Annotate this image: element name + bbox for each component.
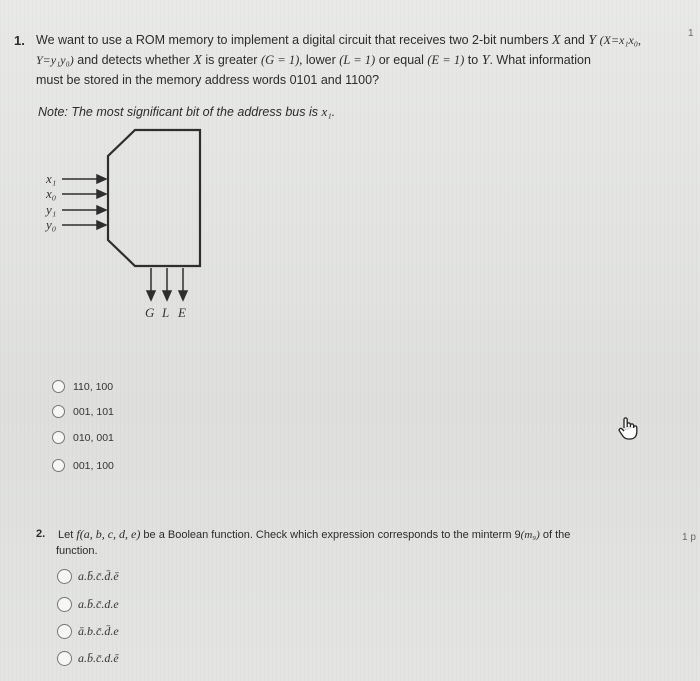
- q2-let-text: Let: [58, 529, 74, 541]
- question-1-line-1-text: We want to use a ROM memory to implement a digital circuit that receives two 2-bit numbers: [36, 33, 549, 47]
- q2-end-text: of the: [542, 529, 571, 541]
- q1-option-1[interactable]: [52, 380, 113, 393]
- question-2-line-2: function.: [56, 545, 98, 557]
- var-y: Y: [588, 33, 597, 48]
- question-1-line-1: [36, 30, 656, 51]
- note-end: .: [331, 105, 336, 119]
- q1-option-3-label: 010, 001: [73, 431, 114, 444]
- var-y-2: Y: [481, 53, 490, 68]
- input-y1-label: y₁: [46, 202, 57, 217]
- greater-text: is greater: [205, 53, 258, 67]
- q2-option-3-label: ā.b.c̄.d̄.e: [78, 624, 119, 638]
- lower-text: lower: [305, 53, 336, 67]
- q2-option-4-label: a.b̄.c̄.d.ē: [78, 651, 119, 665]
- and-text: and: [564, 33, 585, 47]
- e-condition: (E = 1): [427, 53, 465, 67]
- question-1-number: 1.: [14, 33, 25, 48]
- question-1-line-2: [36, 50, 676, 71]
- q1-option-2-radio[interactable]: [52, 405, 65, 418]
- output-g-label: G: [145, 305, 155, 320]
- q1-option-1-label: 110, 100: [73, 380, 114, 393]
- hand-pointer-icon: [616, 416, 640, 442]
- question-2-line-1: [58, 524, 658, 545]
- q2-option-1-label: a.b̄.c̄.d̄.ē: [78, 569, 119, 583]
- q2-option-2-radio[interactable]: [57, 597, 72, 612]
- q2-option-2-label: a.b̄.c̄.d.e: [78, 597, 119, 611]
- or-equal-text: or equal: [378, 53, 424, 67]
- q1-option-3-radio[interactable]: [52, 431, 65, 444]
- input-x1-label: x₁: [46, 171, 57, 186]
- what-information-text: . What information: [489, 53, 591, 67]
- to-text: to: [467, 53, 479, 67]
- rom-block: [108, 130, 200, 266]
- q2-option-1[interactable]: [57, 569, 119, 584]
- var-x-2: X: [193, 53, 202, 68]
- var-x: X: [551, 33, 561, 48]
- input-x0-label: x₀: [46, 186, 57, 201]
- q1-option-4-label: 001, 100: [73, 459, 114, 472]
- question-1-line-3: must be stored in the memory address words 0101 and 1100?: [36, 73, 380, 87]
- q1-option-4[interactable]: [52, 459, 114, 472]
- q2-option-4-radio[interactable]: [57, 651, 72, 666]
- q2-option-4[interactable]: [57, 651, 119, 666]
- x-definition: (X=x₁x₀,: [599, 33, 642, 47]
- q1-option-2-label: 001, 101: [73, 405, 114, 418]
- q2-function: f(a, b, c, d, e): [76, 527, 141, 541]
- question-2-points: 1 p: [682, 532, 696, 543]
- q2-minterm: (m₉): [520, 529, 540, 541]
- q1-option-1-radio[interactable]: [52, 380, 65, 393]
- input-y0-label: y₀: [46, 217, 57, 232]
- output-e-label: E: [178, 305, 186, 320]
- q2-mid-text: be a Boolean function. Check which expression corresponds to the minterm 9: [143, 529, 521, 541]
- g-condition: (G = 1),: [260, 53, 303, 67]
- l-condition: (L = 1): [339, 53, 376, 67]
- detects-text: and detects whether: [77, 53, 190, 67]
- q1-option-4-radio[interactable]: [52, 459, 65, 472]
- q1-option-3[interactable]: [52, 431, 114, 444]
- note-text: Note: The most significant bit of the address bus is: [38, 105, 318, 119]
- rom-diagram: [40, 118, 240, 328]
- note-var: x₁: [321, 104, 332, 119]
- question-1-points: 1: [688, 28, 694, 39]
- output-l-label: L: [162, 305, 170, 320]
- q2-option-3[interactable]: [57, 624, 119, 639]
- q1-option-2[interactable]: [52, 405, 114, 418]
- q2-option-1-radio[interactable]: [57, 569, 72, 584]
- q2-option-3-radio[interactable]: [57, 624, 72, 639]
- y-definition: Y=y₁y₀): [36, 53, 74, 67]
- q2-option-2[interactable]: [57, 597, 119, 612]
- question-2-number: 2.: [36, 528, 46, 540]
